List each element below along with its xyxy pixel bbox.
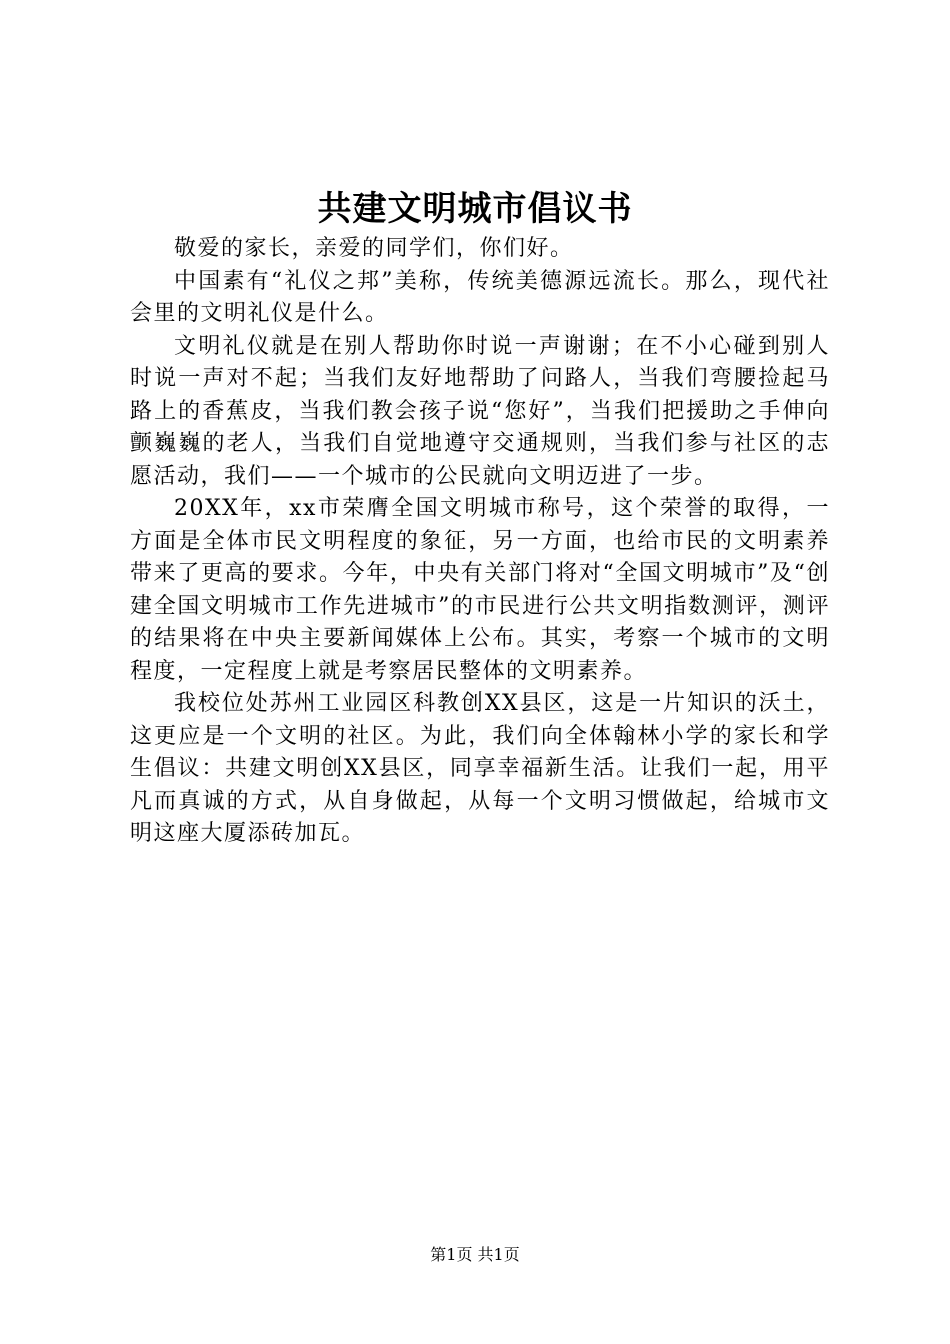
document-title: 共建文明城市倡议书	[317, 189, 633, 229]
paragraph-etiquette: 文明礼仪就是在别人帮助你时说一声谢谢；在不小心碰到别人时说一声对不起；当我们友好地帮助了问路人，当我们弯腰捡起马路上的香蕉皮，当我们教会孩子说“您好”，当我们把援助之手伸向颤巍巍的老人，当我们自觉地遵守交通规则，当我们参与社区的志愿活动，我们——一个城市的公民就向文明迈进了一步。	[130, 333, 830, 489]
document-body	[130, 233, 830, 851]
paragraph-city-honor: 20XX年，xx市荣膺全国文明城市称号，这个荣誉的取得，一方面是全体市民文明程度的象征，另一方面，也给市民的文明素养带来了更高的要求。今年，中央有关部门将对“全国文明城市”及“创建全国文明城市工作先进城市”的市民进行公共文明指数测评，测评的结果将在中央主要新闻媒体上公布。其实，考察一个城市的文明程度，一定程度上就是考察居民整体的文明素养。	[130, 496, 830, 684]
paragraph-greeting: 敬爱的家长，亲爱的同学们，你们好。	[174, 236, 574, 261]
page-footer: 第1页 共1页	[430, 1245, 520, 1264]
paragraph-intro: 中国素有“礼仪之邦”美称，传统美德源远流长。那么，现代社会里的文明礼仪是什么。	[130, 268, 830, 326]
paragraph-proposal: 我校位处苏州工业园区科教创XX县区，这是一片知识的沃土，这更应是一个文明的社区。为此，我们向全体翰林小学的家长和学生倡议：共建文明创XX县区，同享幸福新生活。让我们一起，用平凡而真诚的方式，从自身做起，从每一个文明习惯做起，给城市文明这座大厦添砖加瓦。	[130, 691, 830, 846]
